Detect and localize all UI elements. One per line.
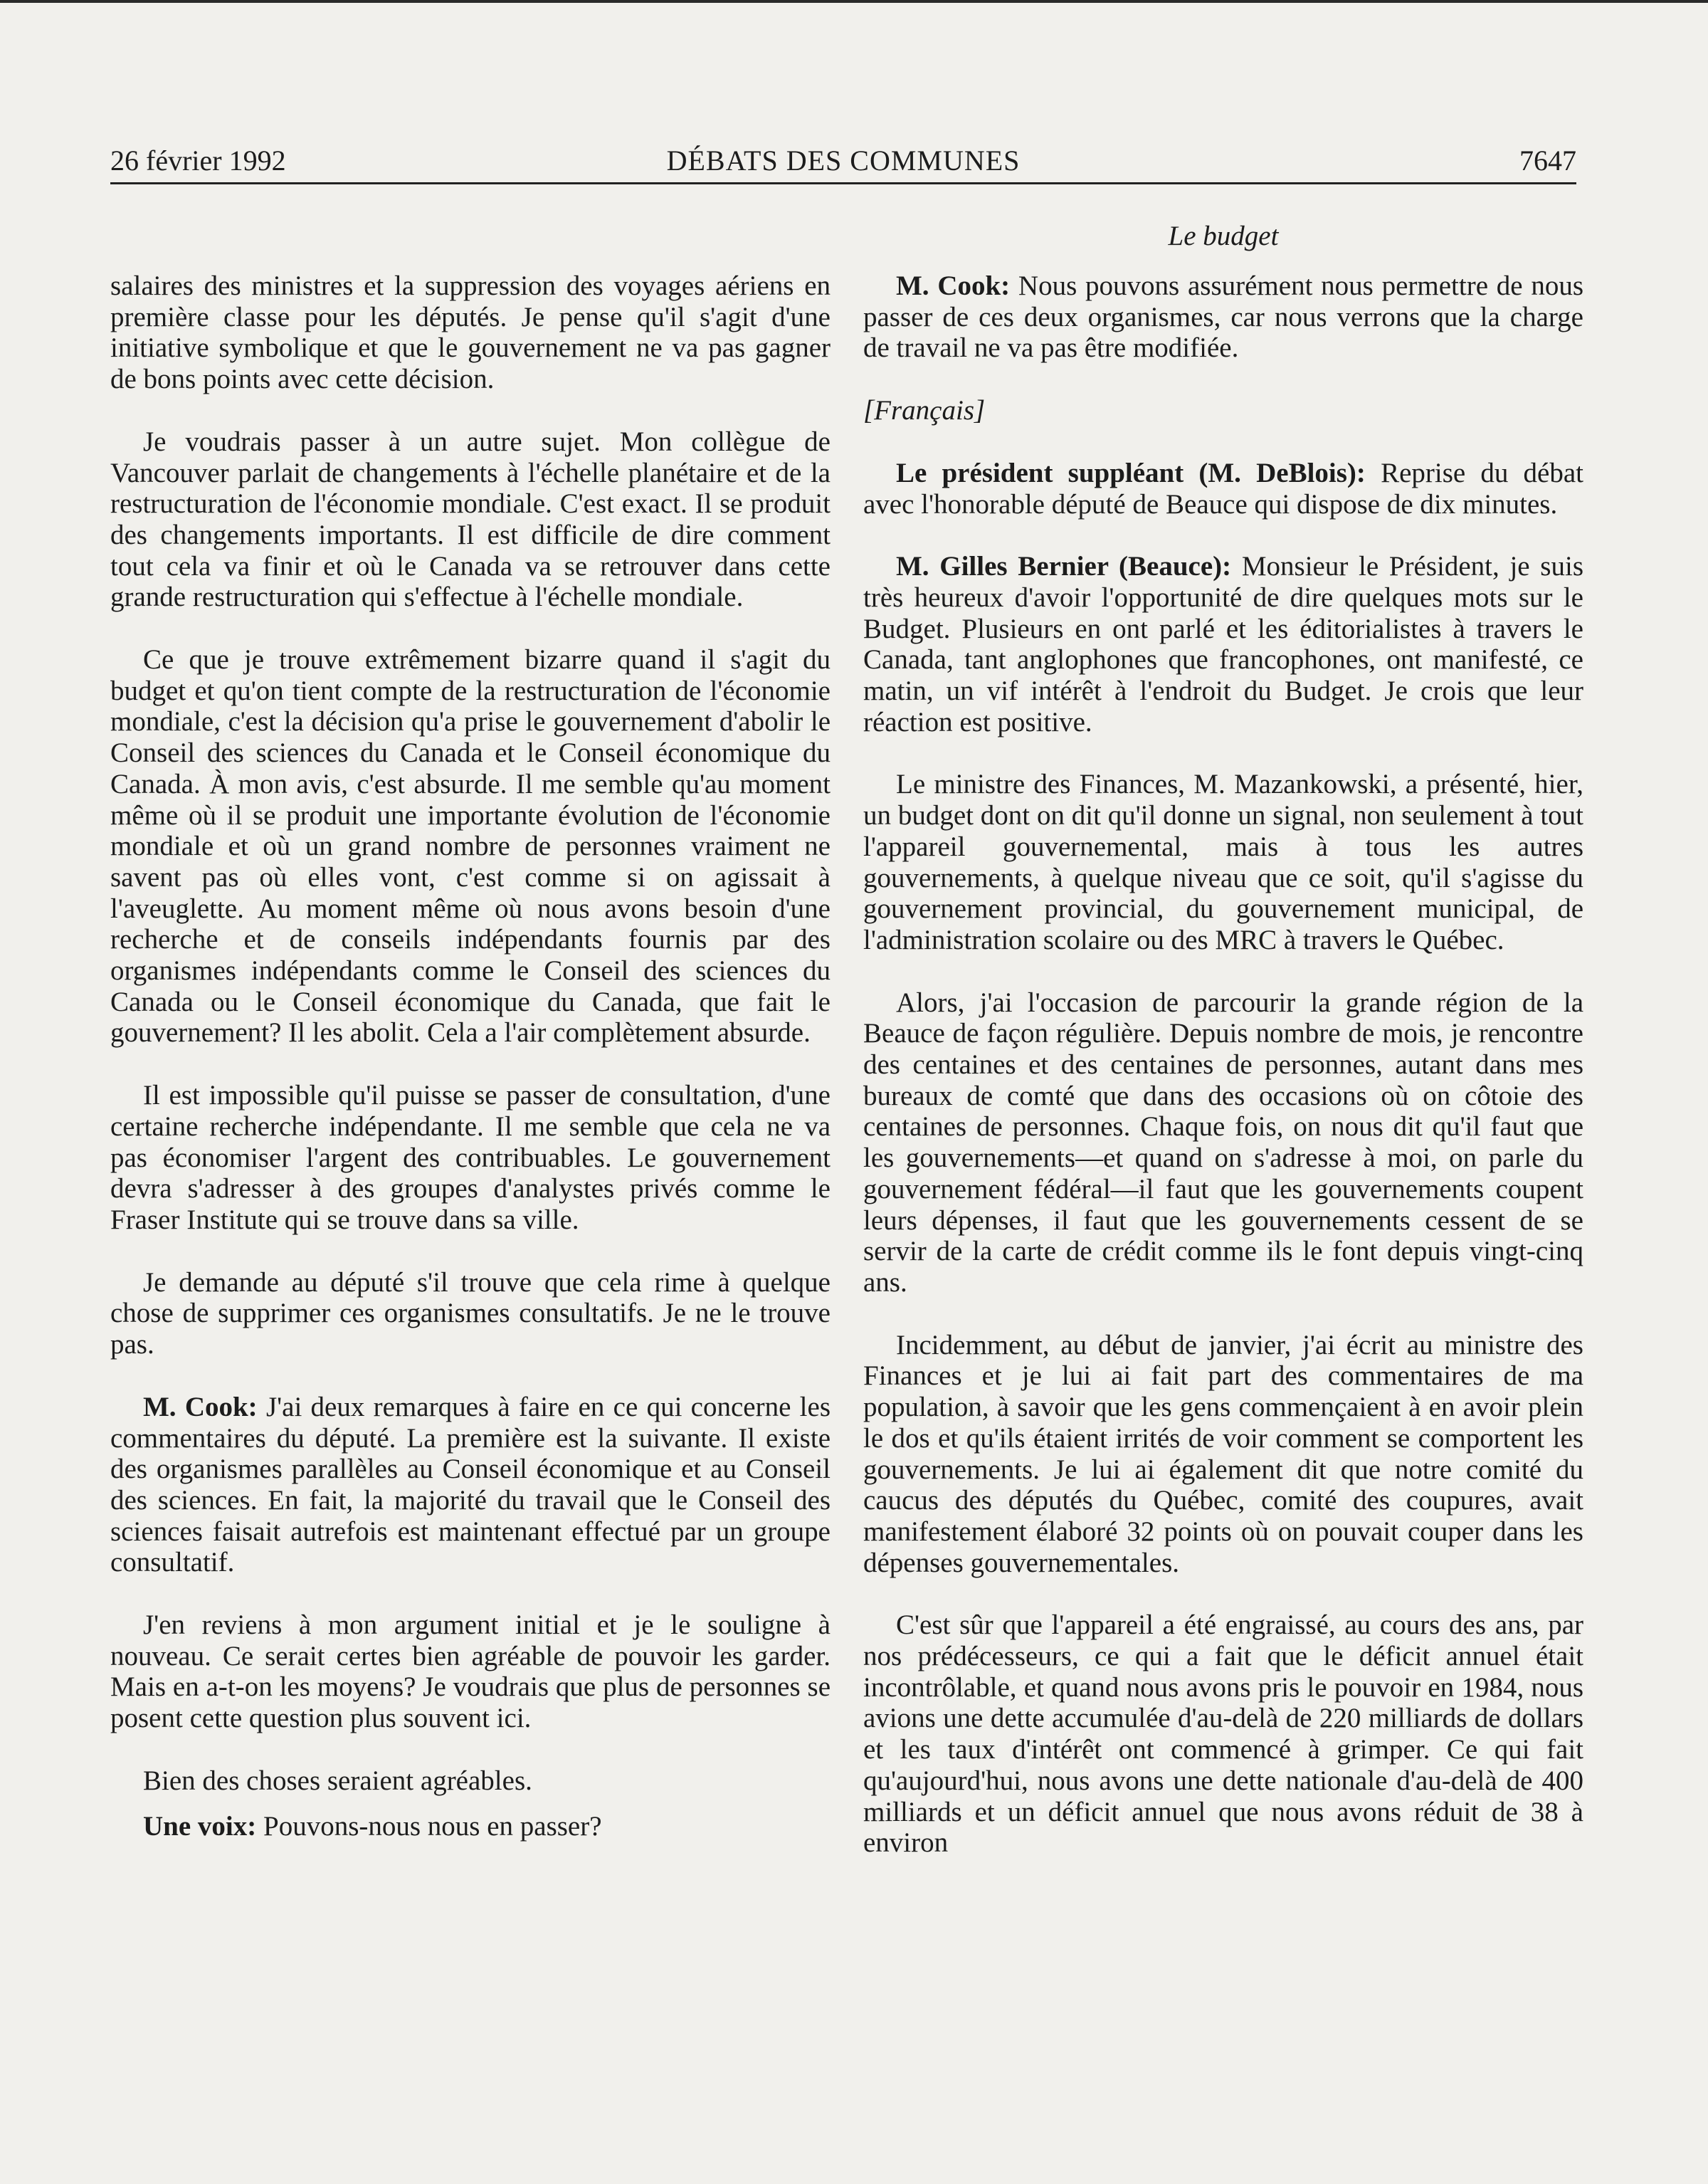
paragraph-text: Bien des choses seraient agréables. [143,1765,532,1796]
header-date: 26 février 1992 [110,145,286,177]
paragraph-text: Reprise du débat avec l'honorable député de Beauce qui dispose de dix minutes. [863,457,1584,520]
paragraph [863,987,1583,1298]
paragraph [110,1392,831,1578]
section-title: Le budget [1168,221,1279,251]
paragraph-text: Je demande au député s'il trouve que cela rime à quelque chose de supprimer ces organismes consultatifs. Je ne le trouve pas. [110,1266,831,1360]
paragraph [110,1765,831,1797]
paragraph-text: Il est impossible qu'il puisse se passer de consultation, d'une certaine recherche indépendante. Il me semble que cela ne va pas économiser l'argent des contribuables. Le gouvernement devra s'adresser à des groupes d'analystes privés comme le Fraser Institute qui se trouve dans sa ville. [110,1080,831,1235]
paragraph-text: Incidemment, au début de janvier, j'ai écrit au ministre des Finances et je lui ai fait part des commentaires de ma population, à savoir que les gens commençaient à en avoir plein le dos et qu'ils étaient irrités de voir comment se comportent les gouvernements. Je lui ai également dit que notre comité du caucus des députés du Québec, comité des coupures, avait manifestement élaboré 32 points où on pouvait couper dans les dépenses gouvernementales. [863,1329,1583,1578]
paragraph [110,1610,831,1734]
paragraph [863,1330,1583,1579]
header-page-number: 7647 [1519,145,1576,177]
paragraph-text: Monsieur le Président, je suis très heureux d'avoir l'opportunité de dire quelques mots sur le Budget. Plusieurs en ont parlé et les éditorialistes à travers le Canada, tant anglophones que francophones, ont manifesté, ce matin, un vif intérêt à l'endroit du Budget. Je crois que leur réaction est positive. [863,551,1583,737]
paragraph-text: C'est sûr que l'appareil a été engraissé, au cours des ans, par nos prédécesseurs, ce qui a fait que le déficit annuel était incontrôlable, et quand nous avons pris le pouvoir en 1984, nous avions une dette accumulée d'au-delà de 220 milliards de dollars et les taux d'intérêt ont commencé à grimper. Ce qui fait qu'aujourd'hui, nous avons une dette nationale d'au-delà de 400 milliards et un déficit annuel que nous avons réduit de 38 à environ [863,1610,1583,1859]
paragraph [110,1811,831,1842]
paragraph [110,1267,831,1360]
paragraph [863,271,1583,364]
paragraph-text: salaires des ministres et la suppression des voyages aériens en première classe pour les députés. Je pense qu'il s'agit d'une initiative symbolique et que le gouvernement ne va pas gagner de bons points avec cette décision. [110,271,831,395]
paragraph [863,458,1583,520]
paragraph [863,769,1583,955]
speaker-name: M. Cook: [896,271,1011,301]
paragraph-text: Alors, j'ai l'occasion de parcourir la grande région de la Beauce de façon régulière. Depuis nombre de mois, je rencontre des centaines et des centaines de personnes, autant dans mes bureaux de comté que dans des occasions où on côtoie des centaines de personnes. Chaque fois, on nous dit qu'il faut que les gouvernements—et quand on s'adresse à moi, on parle du gouvernement fédéral—il faut que les gouvernements coupent leurs dépenses, il faut que les gouvernements cessent de se servir de la carte de crédit comme ils le font depuis vingt-cinq ans. [863,987,1583,1298]
paragraph-text: Le ministre des Finances, M. Mazankowski, a présenté, hier, un budget dont on dit qu'il donne un signal, non seulement à tout l'appareil gouvernemental, mais à tous les autres gouvernements, à quelque niveau que ce soit, qu'il s'agisse du gouvernement provincial, du gouvernement municipal, de l'administration scolaire ou des MRC à travers le Québec. [863,769,1583,955]
top-border [0,0,1708,3]
speaker-name: Une voix: [143,1810,257,1842]
paragraph-text: Ce que je trouve extrêmement bizarre quand il s'agit du budget et qu'on tient compte de la restructuration de l'économie mondiale, c'est la décision qu'a prise le gouvernement d'abolir le Conseil des sciences du Canada et le Conseil économique du Canada. À mon avis, c'est absurde. Il me semble qu'au moment même où il se produit une importante évolution de l'économie mondiale et où un grand nombre de personnes vraiment ne savent pas où elles vont, c'est comme si on agissait à l'aveuglette. Au moment même où nous avons besoin d'une recherche et de conseils indépendants fournis par des organismes indépendants comme le Conseil des sciences du Canada ou le Conseil économique du Canada, que fait le gouvernement? Il les abolit. Cela a l'air complètement absurde. [110,644,831,1049]
paragraph [110,1080,831,1236]
right-column [863,221,1584,1890]
paragraph-text: Nous pouvons assurément nous permettre de nous passer de ces deux organismes, car nous verrons que la charge de travail ne va pas être modifiée. [863,271,1584,364]
page-header [110,140,1576,184]
paragraph [863,551,1583,737]
paragraph [110,426,831,613]
paragraph-text: J'en reviens à mon argument initial et je le souligne à nouveau. Ce serait certes bien agréable de pouvoir les garder. Mais en a-t-on les moyens? Je voudrais que plus de personnes se posent cette question plus souvent ici. [110,1610,831,1734]
speaker-name: Le président suppléant (M. DeBlois): [896,457,1366,488]
paragraph [110,271,831,395]
paragraph-text: Je voudrais passer à un autre sujet. Mon collègue de Vancouver parlait de changements à l'échelle planétaire et de la restructuration de l'économie mondiale. C'est exact. Il se produit des changements importants. Il est difficile de dire comment tout cela va finir et où le Canada va se retrouver dans cette grande restructuration qui s'effectue à l'échelle mondiale. [110,426,831,613]
language-tag: [Français] [863,395,986,426]
paragraph-text: J'ai deux remarques à faire en ce qui concerne les commentaires du député. La première est la suivante. Il existe des organismes parallèles au Conseil économique et au Conseil des sciences. En fait, la majorité du travail que le Conseil des sciences faisait autrefois est maintenant effectué par un groupe consultatif. [110,1391,831,1578]
left-column [110,271,831,1873]
speaker-name: M. Gilles Bernier (Beauce): [896,551,1232,582]
paragraph [863,1610,1583,1859]
header-title: DÉBATS DES COMMUNES [666,145,1021,177]
speaker-name: M. Cook: [143,1391,258,1422]
paragraph-text: Pouvons-nous nous en passer? [256,1810,602,1842]
paragraph [110,644,831,1049]
